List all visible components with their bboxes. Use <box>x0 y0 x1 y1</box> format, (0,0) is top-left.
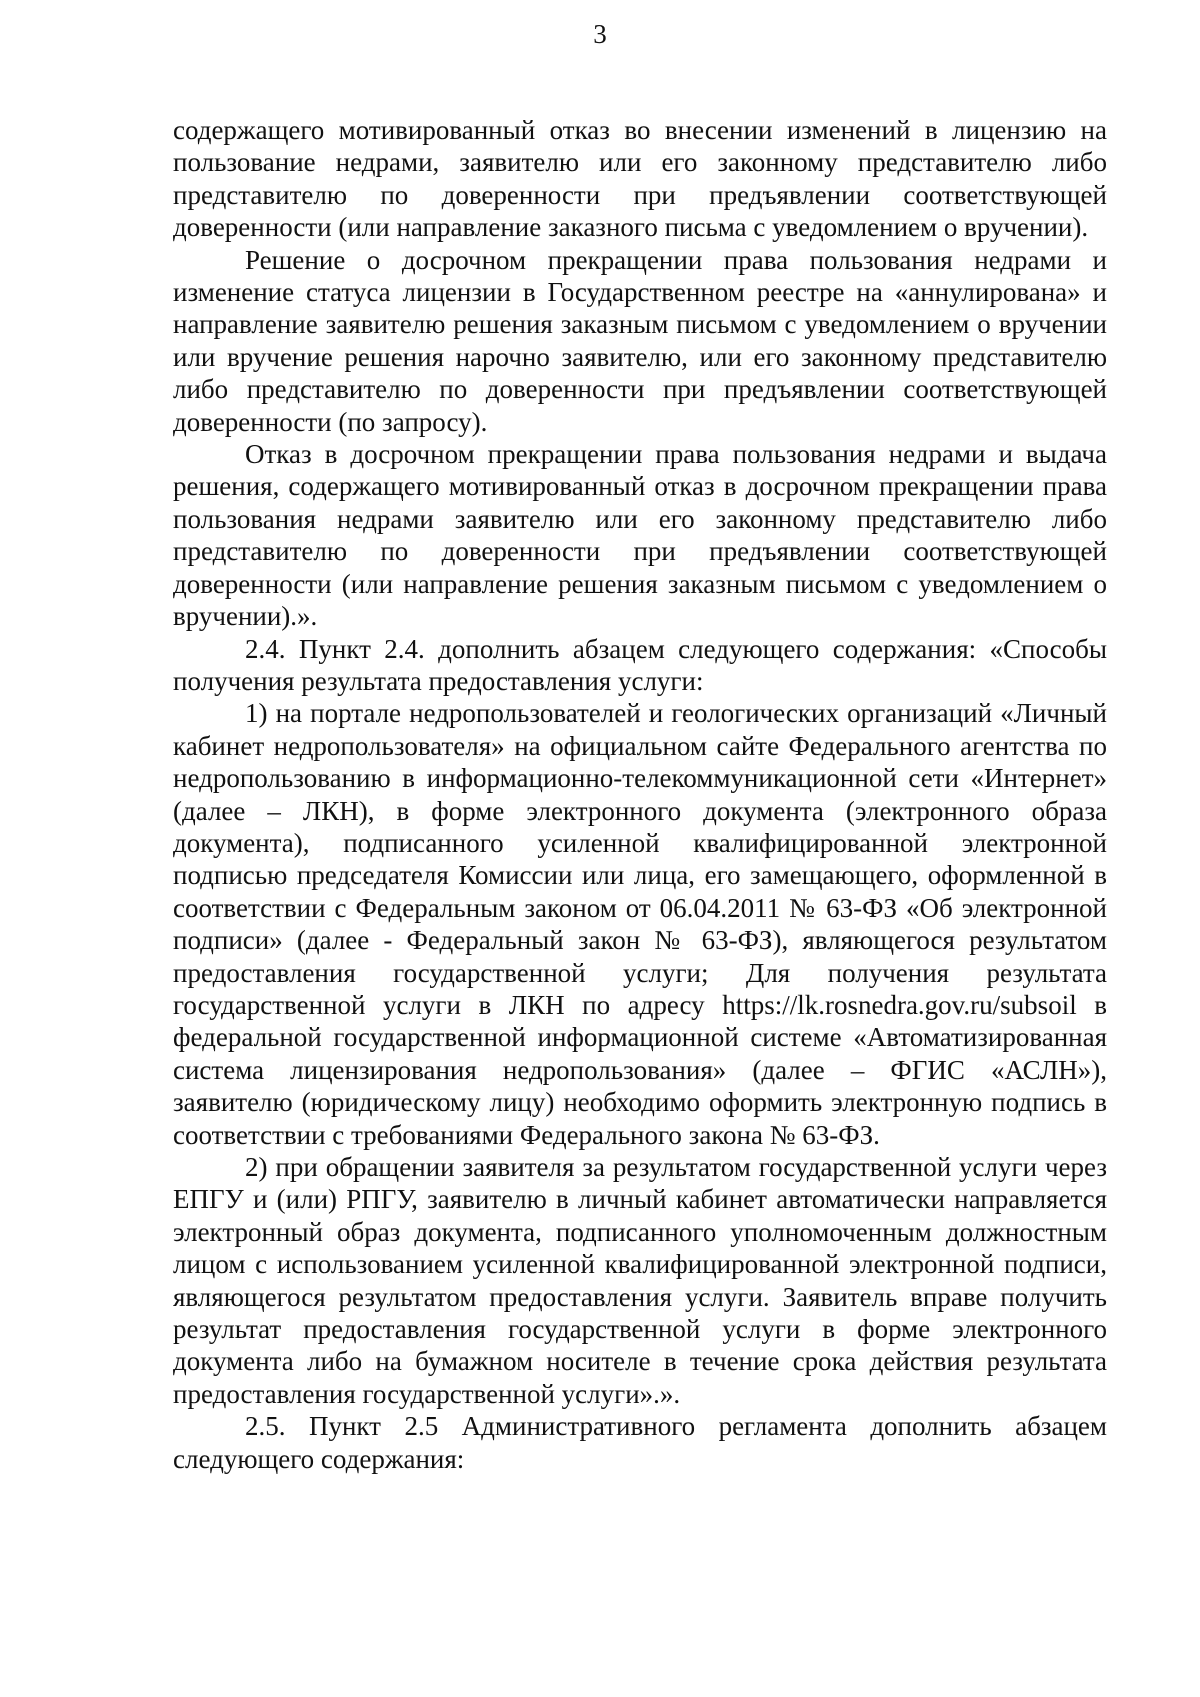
paragraph-early-termination-decision: Решение о досрочном прекращении права пользования недрами и изменение статуса лицензии в Государственном реестре на «аннулирована» и направление заявителю решения заказным письмом с уведомлением о вручении или вручение решения нарочно заявителю, или его законному представителю либо представителю по доверенности при предъявлении соответствующей доверенности (по запросу). <box>173 244 1107 437</box>
paragraph-early-termination-refusal: Отказ в досрочном прекращении права пользования недрами и выдача решения, содержащего мотивированный отказ в досрочном прекращении права пользования недрами заявителю или его законному представителю либо представителю по доверенности при предъявлении соответствующей доверенности (или направление решения заказным письмом с уведомлением о вручении).». <box>173 439 1107 632</box>
page-number: 3 <box>593 19 607 49</box>
document-body <box>173 114 1107 1475</box>
paragraph-item-2-epgu: 2) при обращении заявителя за результатом государственной услуги через ЕПГУ и (или) РПГУ, заявителю в личный кабинет автоматически направляется электронный образ документа, подписанного уполномоченным должностным лицом с использованием усиленной квалифицированной электронной подписи, являющегося результатом предоставления услуги. Заявитель вправе получить результат предоставления государственной услуги в форме электронного документа либо на бумажном носителе в течение срока действия результата предоставления государственной услуги».». <box>173 1152 1107 1409</box>
paragraph-clause-2-4: 2.4. Пункт 2.4. дополнить абзацем следующего содержания: «Способы получения результата предоставления услуги: <box>173 633 1107 696</box>
paragraph-clause-2-5: 2.5. Пункт 2.5 Административного регламента дополнить абзацем следующего содержания: <box>173 1411 1107 1474</box>
paragraph-item-1-lkn: 1) на портале недропользователей и геологических организаций «Личный кабинет недропользователя» на официальном сайте Федерального агентства по недропользованию в информационно-телекоммуникационной сети «Интернет» (далее – ЛКН), в форме электронного документа (электронного образа документа), подписанного усиленной квалифицированной электронной подписью председателя Комиссии или лица, его замещающего, оформленной в соответствии с Федеральным законом от 06.04.2011 № 63-ФЗ «Об электронной подписи» (далее - Федеральный закон № 63-ФЗ), являющегося результатом предоставления государственной услуги; Для получения результата государственной услуги в ЛКН по адресу https://lk.rosnedra.gov.ru/subsoil в федеральной государственной информационной системе «Автоматизированная система лицензирования недропользования» (далее – ФГИС «АСЛН»), заявителю (юридическому лицу) необходимо оформить электронную подпись в соответствии с требованиями Федерального закона № 63-ФЗ. <box>173 698 1107 1150</box>
paragraph-continuation: содержащего мотивированный отказ во внесении изменений в лицензию на пользование недрами, заявителю или его законному представителю либо представителю по доверенности при предъявлении соответствующей доверенности (или направление заказного письма с уведомлением о вручении). <box>173 115 1107 243</box>
